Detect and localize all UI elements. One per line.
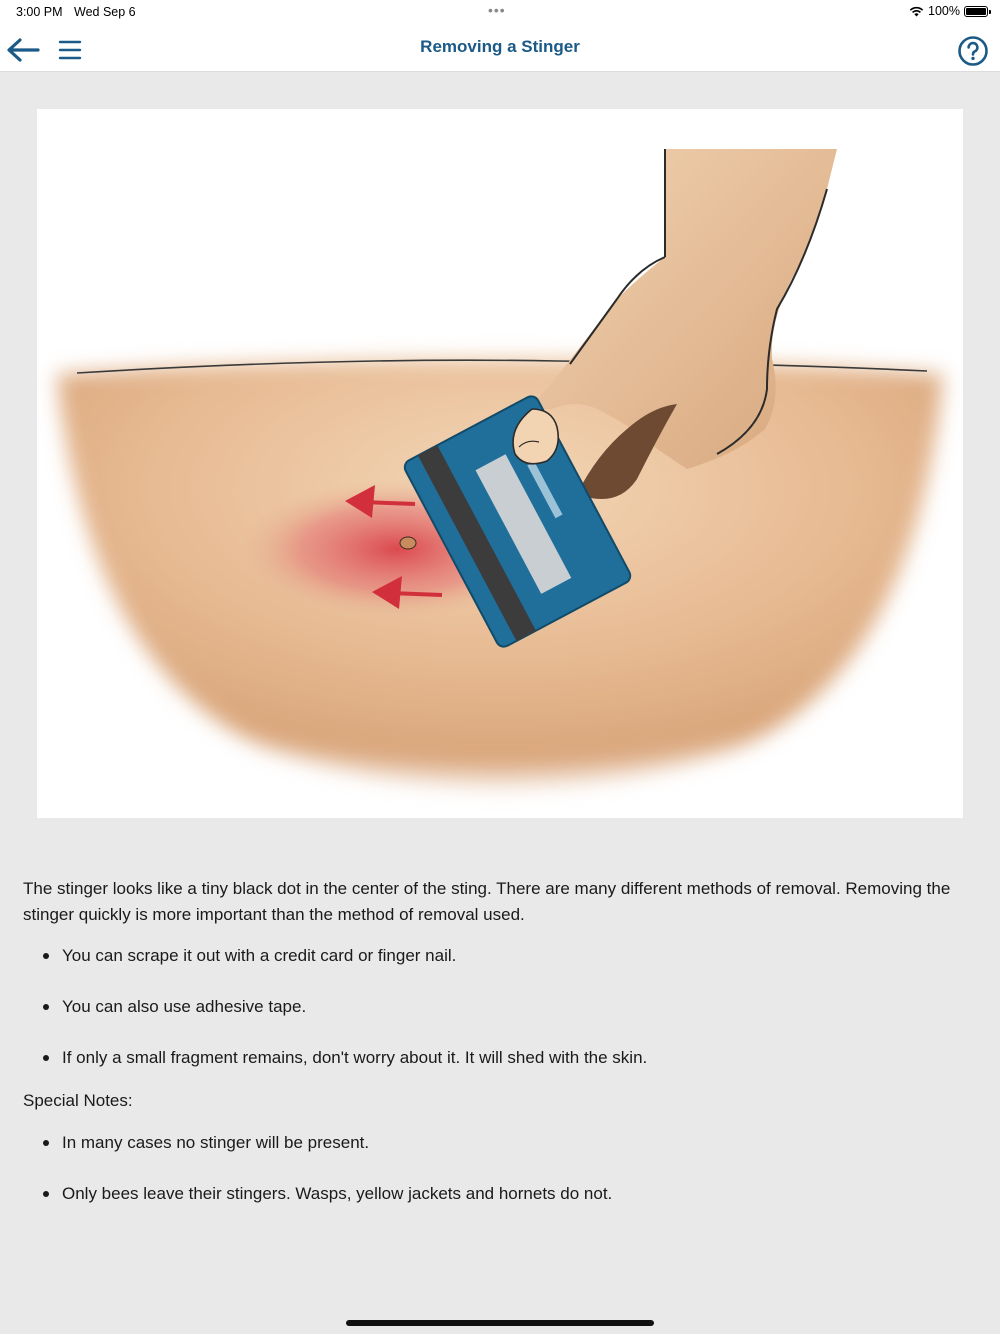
list-item: In many cases no stinger will be present.	[23, 1130, 963, 1156]
list-item: Only bees leave their stingers. Wasps, yellow jackets and hornets do not.	[23, 1181, 963, 1207]
home-indicator[interactable]	[346, 1320, 654, 1326]
battery-icon	[964, 6, 988, 17]
special-notes-heading: Special Notes:	[23, 1091, 133, 1110]
stinger	[400, 537, 416, 549]
navigation-bar	[0, 26, 1000, 72]
list-item: You can scrape it out with a credit card or finger nail.	[23, 943, 963, 969]
illustration-art	[37, 109, 963, 818]
list-item: You can also use adhesive tape.	[23, 994, 963, 1020]
status-date: Wed Sep 6	[74, 5, 136, 19]
article-content	[23, 876, 963, 1232]
stinger-removal-illustration	[37, 109, 963, 818]
special-notes-list	[23, 1130, 963, 1207]
wifi-icon	[909, 6, 924, 17]
battery-percent: 100%	[928, 4, 960, 18]
removal-methods-list	[23, 943, 963, 1071]
list-item: If only a small fragment remains, don't worry about it. It will shed with the skin.	[23, 1045, 963, 1071]
multitasking-dots-icon[interactable]: •••	[488, 2, 506, 18]
intro-paragraph: The stinger looks like a tiny black dot in the center of the sting. There are many different methods of removal. Removing the stinger quickly is more important than the method of removal used.	[23, 879, 951, 924]
status-indicators	[909, 4, 988, 18]
status-bar	[0, 0, 1000, 26]
page-title: Removing a Stinger	[420, 37, 580, 56]
status-time: 3:00 PM	[16, 5, 63, 19]
help-icon[interactable]	[957, 35, 989, 67]
